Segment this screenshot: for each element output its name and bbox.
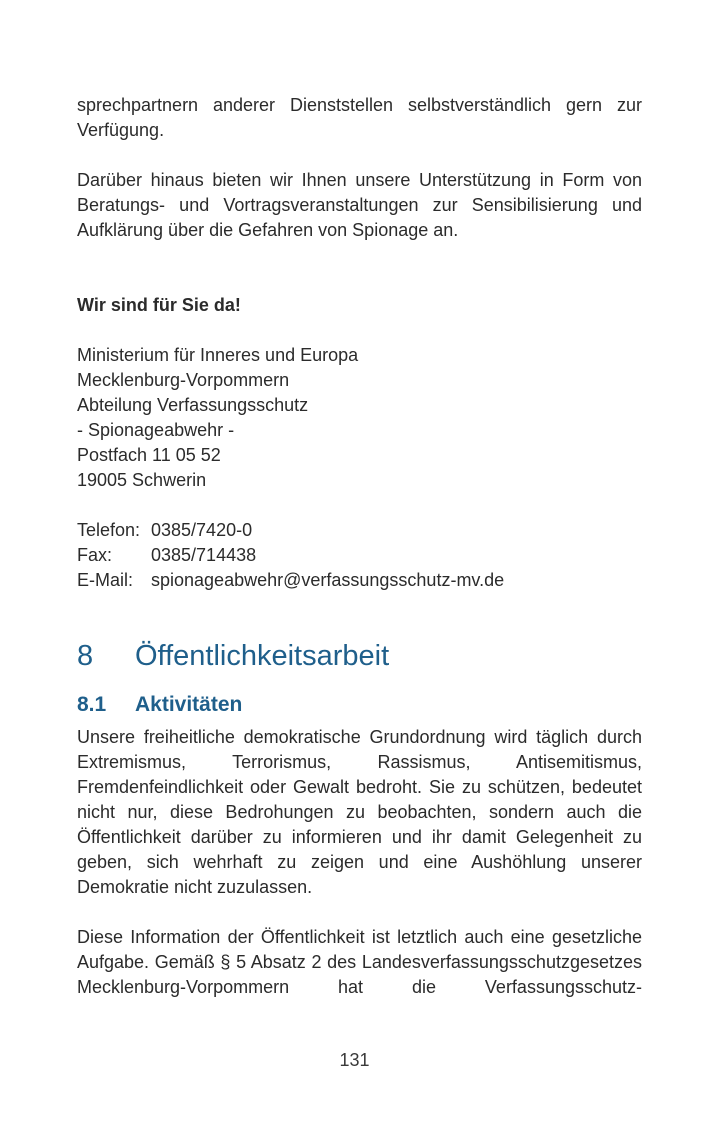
address-block	[77, 343, 642, 493]
body-paragraph-1: Unsere freiheitliche demokratische Grundordnung wird täglich durch Extremismus, Terrorismus, Rassismus, Antisemitismus, Fremdenfeindlichkeit oder Gewalt bedroht. Sie zu schützen, bedeutet nicht nur, diese Bedrohungen zu beobachten, sondern auch die Öffentlichkeit darüber zu informieren und ihr damit Gelegenheit zu geben, sich wehrhaft zu zeigen und eine Aushöhlung unserer Demokratie nicht zuzulassen.	[77, 727, 642, 897]
fax-label: Fax:	[77, 545, 113, 565]
section-heading	[77, 631, 642, 681]
page-number: 131	[339, 1050, 370, 1070]
address-line: Mecklenburg-Vorpommern	[77, 370, 290, 390]
page-content	[77, 93, 642, 1000]
intro-paragraph-2: Darüber hinaus bieten wir Ihnen unsere Unterstützung in Form von Beratungs- und Vortragsveranstaltungen zur Sensibilisierung und Aufklärung über die Gefahren von Spionage an.	[77, 170, 642, 240]
subsection-number: 8.1	[77, 693, 107, 716]
phone-row	[77, 518, 642, 543]
body-paragraph-2: Diese Information der Öffentlichkeit ist letztlich auch eine gesetzliche Aufgabe. Gemäß § 5 Absatz 2 des Landesverfassungsschutzgesetzes Mecklenburg-Vorpommern hat die Verfassungsschutz-	[77, 927, 642, 997]
address-line: Abteilung Verfassungsschutz	[77, 395, 309, 415]
contact-heading: Wir sind für Sie da!	[77, 295, 241, 315]
address-line: - Spionageabwehr -	[77, 420, 235, 440]
subsection-heading	[77, 687, 642, 723]
email-label: E-Mail:	[77, 570, 134, 590]
phone-value: 0385/7420-0	[151, 520, 253, 540]
section-title: Öffentlichkeitsarbeit	[135, 640, 390, 672]
email-row	[77, 568, 642, 593]
address-line: Ministerium für Inneres und Europa	[77, 345, 359, 365]
address-line: 19005 Schwerin	[77, 470, 207, 490]
subsection-title: Aktivitäten	[135, 693, 243, 716]
address-line: Postfach 11 05 52	[77, 445, 221, 465]
intro-paragraph-1: sprechpartnern anderer Dienststellen selbstverständlich gern zur Verfügung.	[77, 95, 642, 140]
email-value: spionageabwehr@verfassungsschutz-mv.de	[151, 570, 505, 590]
fax-row	[77, 543, 642, 568]
fax-value: 0385/714438	[151, 545, 257, 565]
phone-label: Telefon:	[77, 520, 141, 540]
section-number: 8	[77, 640, 94, 672]
contact-details	[77, 518, 642, 593]
